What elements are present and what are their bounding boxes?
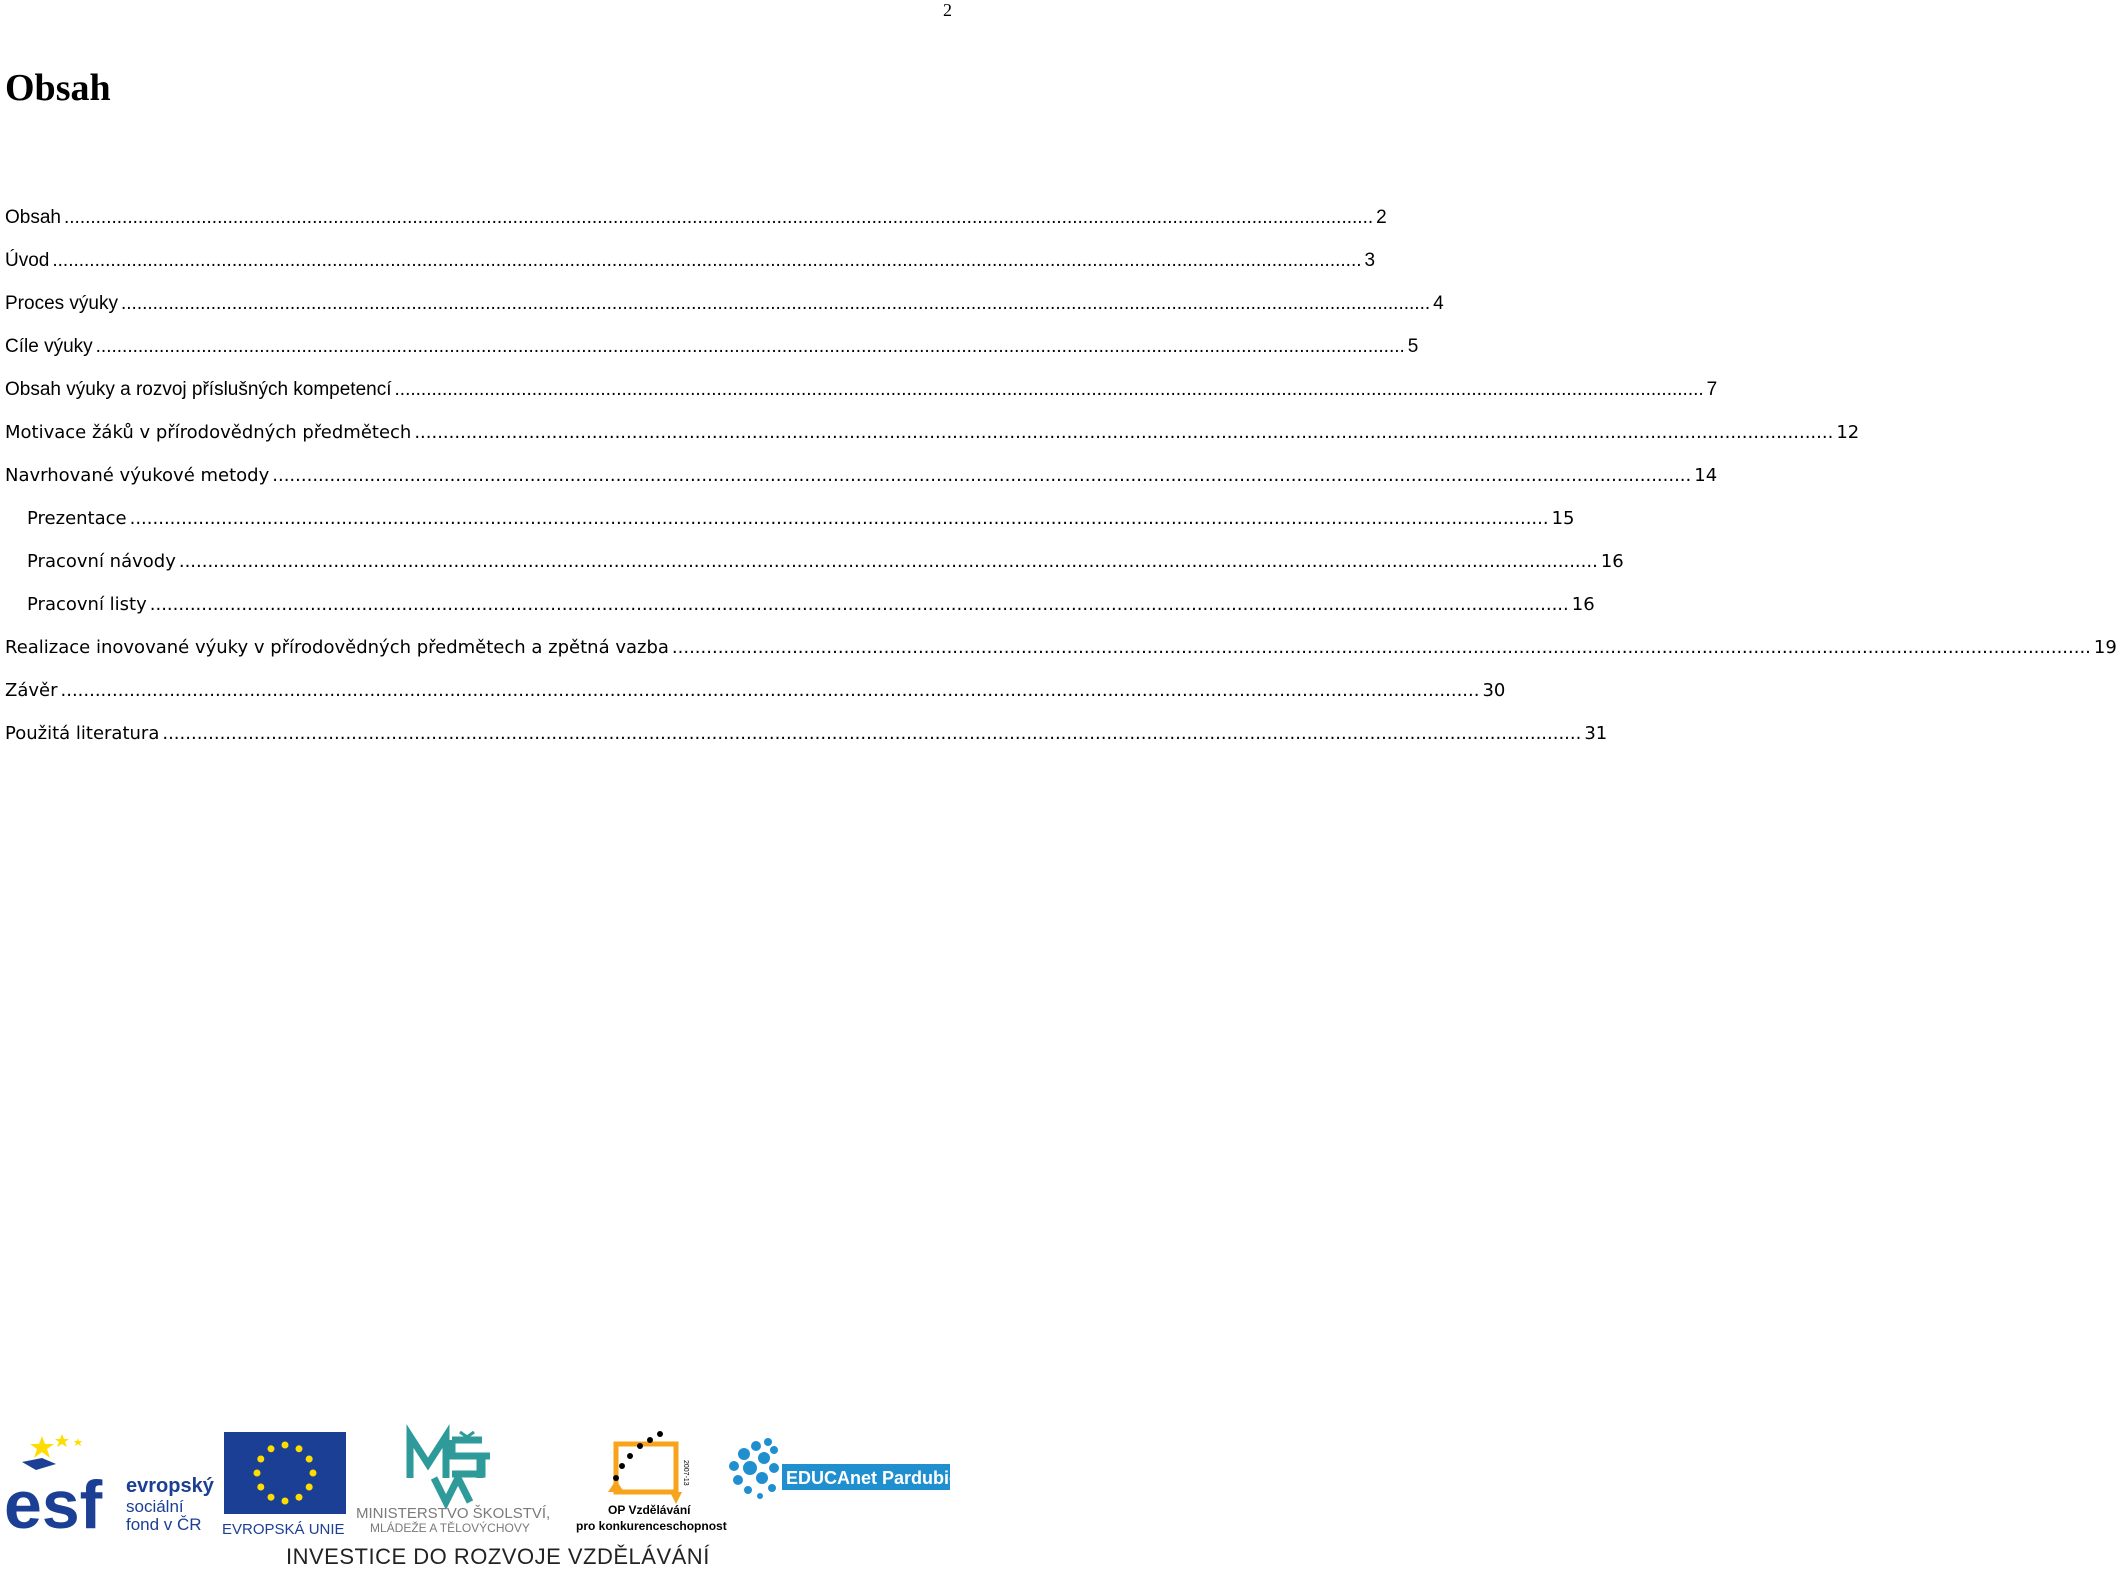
table-of-contents xyxy=(5,207,2117,766)
toc-dot-leader xyxy=(61,680,1480,701)
toc-entry-page: 30 xyxy=(1482,680,1506,701)
eu-star xyxy=(268,1494,275,1501)
toc-entry[interactable] xyxy=(5,207,1387,250)
toc-entry-label: Pracovní listy xyxy=(27,594,147,615)
esf-line2: sociální xyxy=(126,1497,184,1516)
toc-entry-page: 16 xyxy=(1571,594,1595,615)
toc-entry[interactable] xyxy=(5,422,1860,465)
educanet-dot xyxy=(757,1493,763,1499)
toc-entry[interactable] xyxy=(5,250,1376,293)
eu-star xyxy=(296,1445,303,1452)
educanet-logo xyxy=(724,1436,970,1506)
toc-dot-leader xyxy=(96,336,1405,358)
toc-entry[interactable] xyxy=(5,379,1718,422)
educanet-dot xyxy=(770,1446,778,1454)
eu-label: EVROPSKÁ UNIE xyxy=(222,1521,345,1538)
msmt-logo xyxy=(356,1430,568,1534)
esf-mark: esf xyxy=(4,1467,103,1543)
eu-star xyxy=(257,1456,264,1463)
eu-flag-logo xyxy=(222,1432,350,1538)
toc-entry[interactable] xyxy=(5,723,1608,766)
educanet-dot xyxy=(764,1438,772,1446)
eu-star xyxy=(306,1484,313,1491)
toc-entry[interactable] xyxy=(5,293,1444,336)
footer-logos xyxy=(0,1428,970,1584)
toc-entry-label: Pracovní návody xyxy=(27,551,176,572)
toc-entry-label: Závěr xyxy=(5,680,58,701)
toc-entry-page: 19 xyxy=(2093,637,2117,658)
educanet-dot xyxy=(756,1472,768,1484)
toc-entry-page: 31 xyxy=(1584,723,1608,744)
msmt-line2: MLÁDEŽE A TĚLOVÝCHOVY xyxy=(370,1521,530,1535)
esf-logo xyxy=(4,1432,216,1543)
toc-dot-leader xyxy=(672,637,2091,658)
toc-entry-page: 7 xyxy=(1706,379,1718,400)
toc-entry-label: Proces výuky xyxy=(5,293,118,314)
educanet-dot xyxy=(743,1461,757,1475)
footer-tagline: INVESTICE DO ROZVOJE VZDĚLÁVÁNÍ xyxy=(286,1544,710,1569)
toc-entry[interactable] xyxy=(5,551,1624,594)
toc-entry-label: Obsah xyxy=(5,207,61,228)
toc-entry-label: Obsah výuky a rozvoj příslušných kompetencí xyxy=(5,379,392,400)
op-vzdelavani-logo xyxy=(576,1430,727,1534)
educanet-dot xyxy=(738,1448,750,1460)
esf-line1: evropský xyxy=(126,1475,214,1497)
toc-dot-leader xyxy=(150,594,1569,615)
eu-star xyxy=(282,1442,289,1449)
toc-dot-leader xyxy=(130,508,1549,529)
educanet-dot xyxy=(729,1461,739,1471)
page-number: 2 xyxy=(943,0,952,20)
toc-entry[interactable] xyxy=(5,508,1575,551)
toc-dot-leader xyxy=(121,293,1430,315)
op-years: 2007-13 xyxy=(682,1460,689,1486)
toc-dot-leader xyxy=(395,379,1704,401)
toc-entry-label: Navrhované výukové metody xyxy=(5,465,270,486)
toc-entry-page: 15 xyxy=(1551,508,1575,529)
educanet-dot xyxy=(769,1463,779,1473)
toc-dot-leader xyxy=(162,723,1581,744)
educanet-dot xyxy=(758,1452,770,1464)
toc-entry[interactable] xyxy=(5,465,1718,508)
educanet-dot xyxy=(768,1484,776,1492)
toc-entry-label: Cíle výuky xyxy=(5,336,93,357)
toc-dot-leader xyxy=(179,551,1598,572)
toc-dot-leader xyxy=(272,465,1691,486)
toc-entry-page: 3 xyxy=(1364,250,1376,271)
toc-entry-page: 2 xyxy=(1376,207,1387,228)
toc-entry-label: Prezentace xyxy=(27,508,127,529)
eu-star xyxy=(296,1494,303,1501)
educanet-label: EDUCAnet Pardubice xyxy=(786,1468,970,1488)
esf-line3: fond v ČR xyxy=(126,1515,202,1534)
educanet-dot xyxy=(733,1475,743,1485)
eu-star xyxy=(310,1470,317,1477)
toc-entry-page: 5 xyxy=(1407,336,1419,357)
educanet-dot xyxy=(751,1441,761,1451)
msmt-line1: MINISTERSTVO ŠKOLSTVÍ, xyxy=(356,1505,551,1522)
toc-entry-label: Motivace žáků v přírodovědných předmětech xyxy=(5,422,412,443)
toc-entry-label: Úvod xyxy=(5,250,50,271)
toc-entry-page: 4 xyxy=(1433,293,1444,314)
eu-star xyxy=(268,1445,275,1452)
toc-dot-leader xyxy=(64,207,1373,229)
toc-entry[interactable] xyxy=(5,637,2117,680)
page-title: Obsah xyxy=(5,67,111,109)
educanet-dot xyxy=(744,1486,752,1494)
toc-dot-leader xyxy=(52,250,1361,272)
toc-entry[interactable] xyxy=(5,594,1595,637)
toc-entry[interactable] xyxy=(5,680,1506,723)
toc-entry-page: 12 xyxy=(1836,422,1860,443)
toc-entry-page: 14 xyxy=(1694,465,1718,486)
op-line1: OP Vzdělávání xyxy=(608,1503,691,1517)
op-line2: pro konkurenceschopnost xyxy=(576,1519,727,1533)
toc-entry-label: Realizace inovované výuky v přírodovědných předmětech a zpětná vazba xyxy=(5,637,669,658)
eu-star xyxy=(254,1470,261,1477)
eu-star xyxy=(306,1456,313,1463)
toc-entry-page: 16 xyxy=(1600,551,1624,572)
toc-dot-leader xyxy=(414,422,1833,443)
toc-entry-label: Použitá literatura xyxy=(5,723,160,744)
eu-star xyxy=(282,1498,289,1505)
toc-entry[interactable] xyxy=(5,336,1419,379)
eu-star xyxy=(257,1484,264,1491)
